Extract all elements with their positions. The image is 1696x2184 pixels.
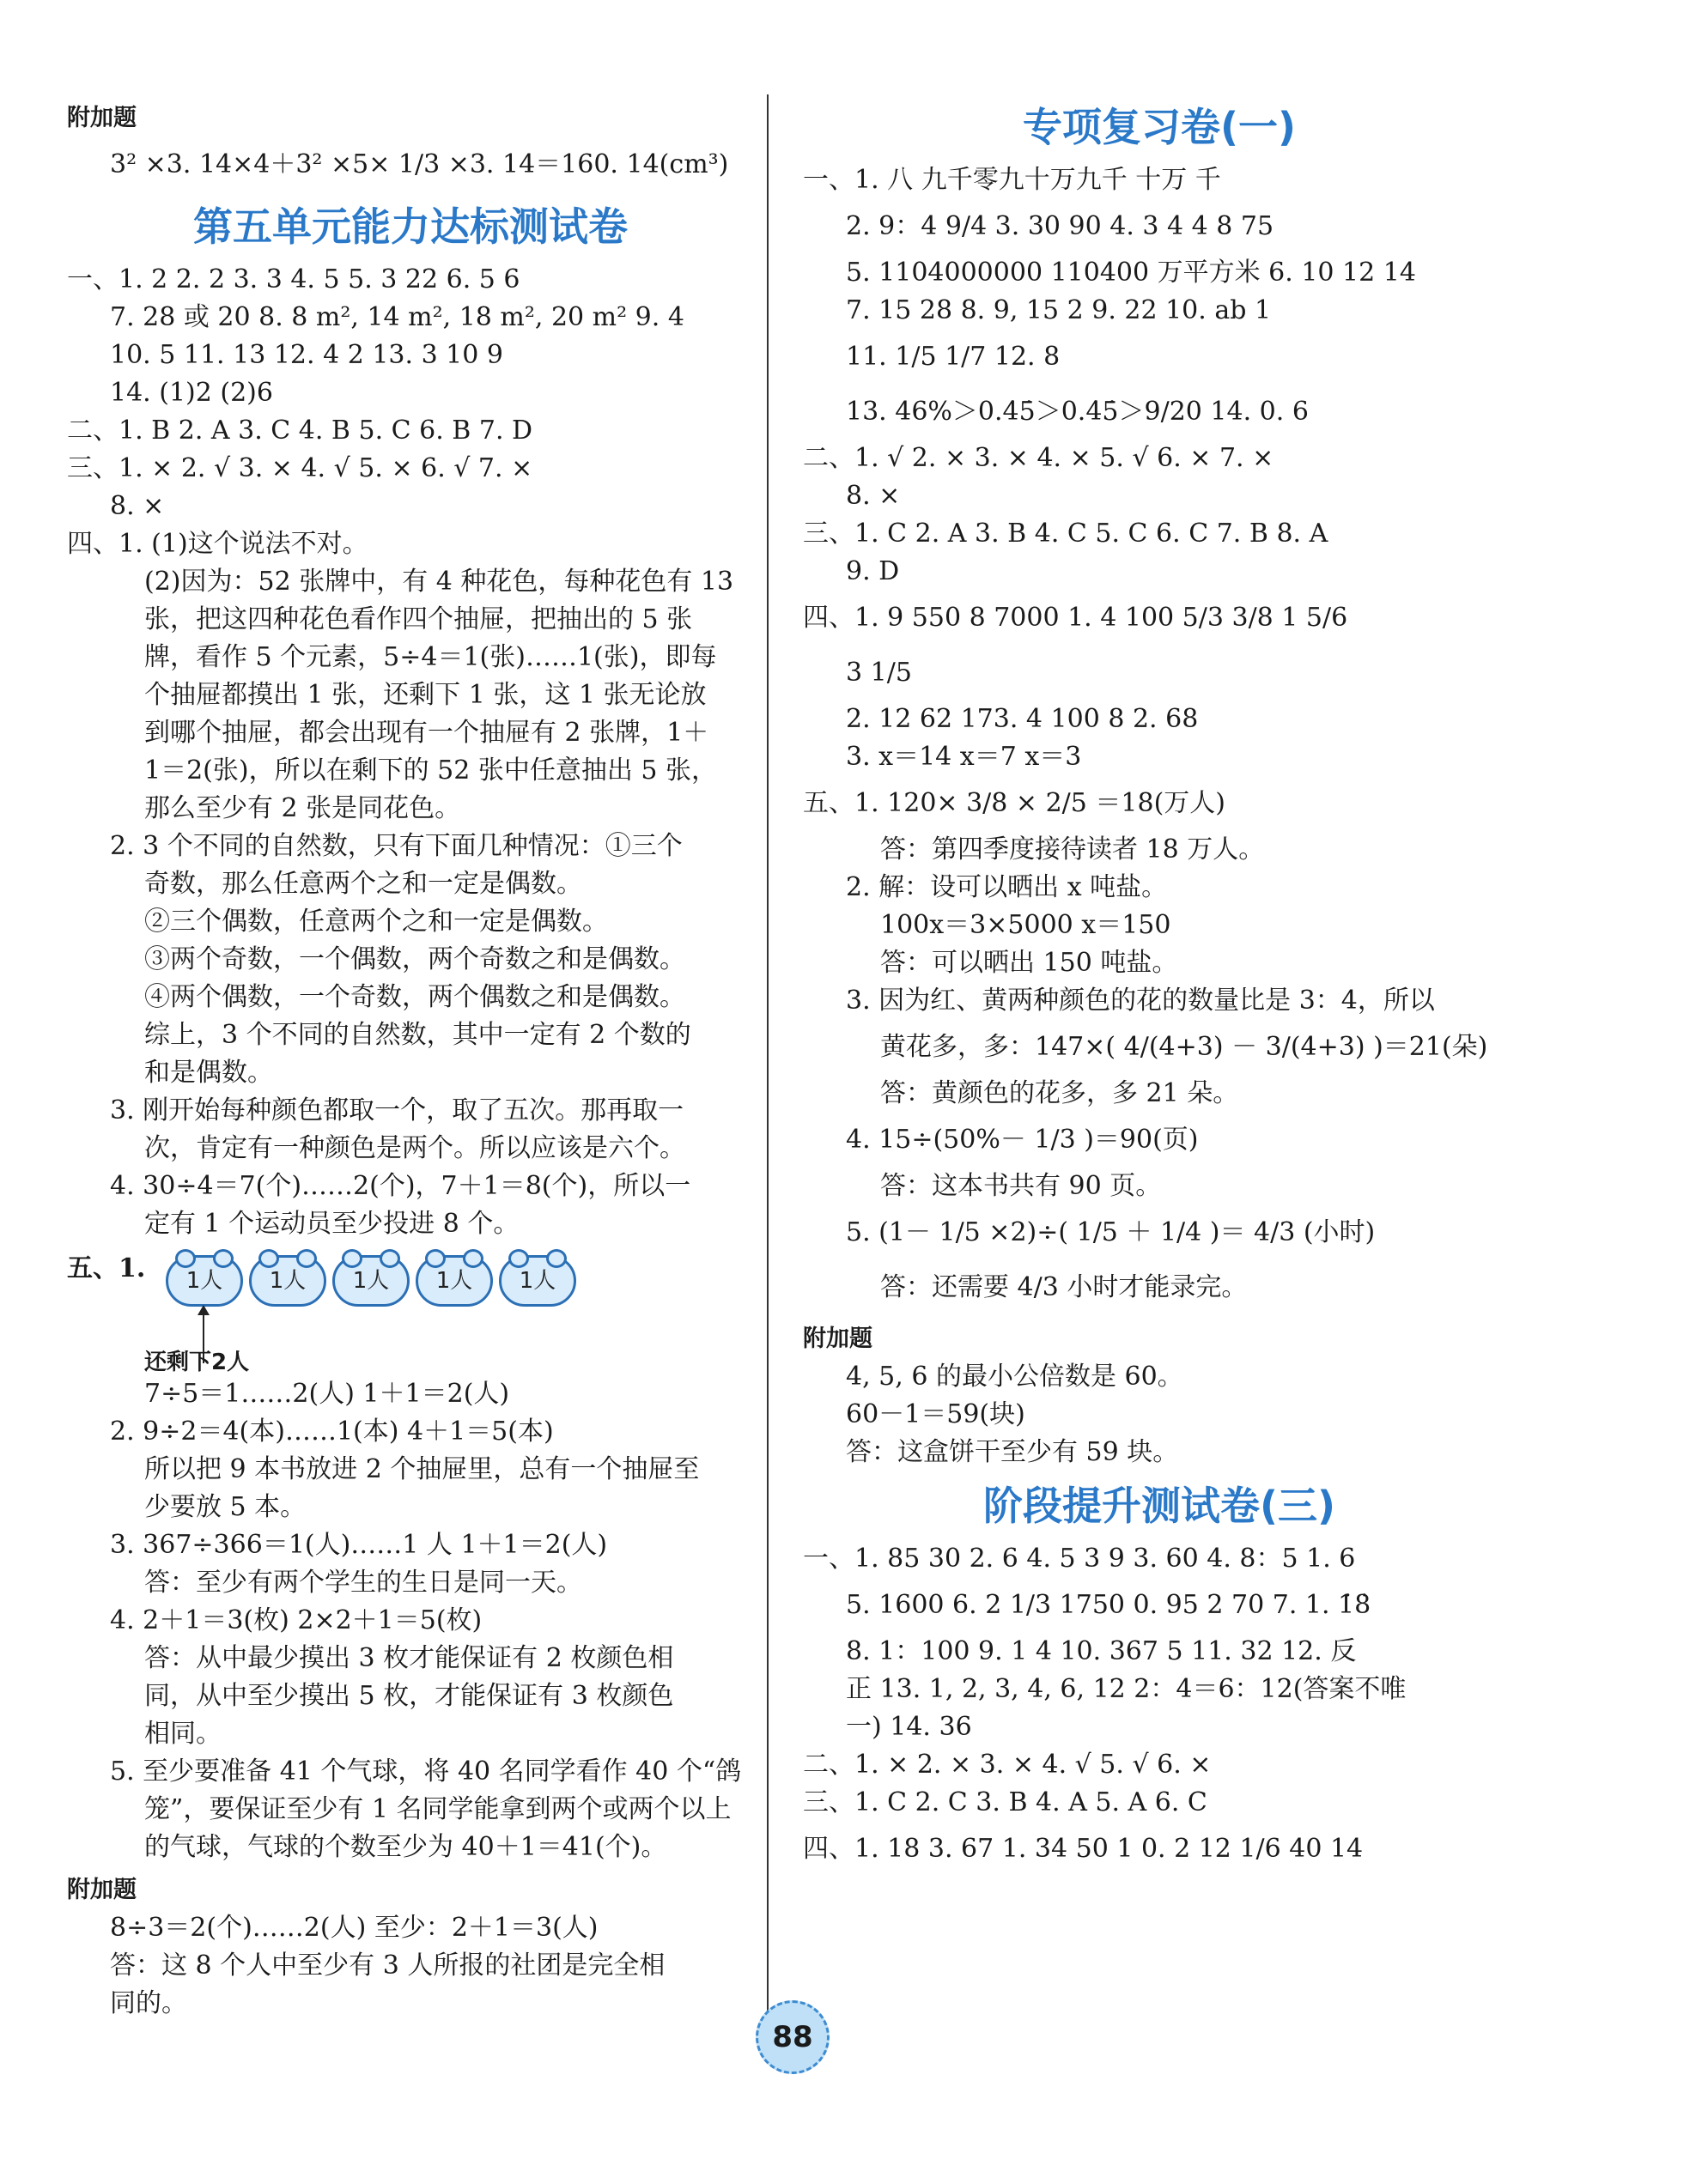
figure-label: 五、1. bbox=[67, 1253, 146, 1283]
answer-line: 答：至少有两个学生的生日是同一天。 bbox=[144, 1568, 582, 1598]
answer-line: 2. 12 62 173. 4 100 8 2. 68 bbox=[846, 704, 1199, 734]
answer-line: 4. 15÷(50%－ 1/3 )＝90(页) bbox=[846, 1125, 1199, 1155]
answer-line: 二、1. B 2. A 3. C 4. B 5. C 6. B 7. D bbox=[67, 416, 533, 446]
person-box: 1人 bbox=[332, 1255, 410, 1307]
answer-line: 四、1. (1)这个说法不对。 bbox=[67, 529, 368, 559]
answer-line: 笼”，要保证至少有 1 名同学能拿到两个或两个以上 bbox=[144, 1794, 732, 1824]
answer-line: 少要放 5 本。 bbox=[144, 1492, 307, 1522]
answer-line: 7. 28 或 20 8. 8 m², 14 m², 18 m², 20 m² 9. 4 bbox=[110, 302, 684, 332]
answer-line: 3 1/5 bbox=[846, 658, 912, 688]
answer-line: 二、1. √ 2. × 3. × 4. × 5. √ 6. × 7. × bbox=[803, 443, 1274, 473]
answer-line: 同，从中至少摸出 5 枚，才能保证有 3 枚颜色 bbox=[144, 1681, 674, 1711]
answer-line: 那么至少有 2 张是同花色。 bbox=[144, 793, 461, 823]
answer-line: 一、1. 八 九千零九十万九千 十万 千 bbox=[803, 165, 1221, 195]
answer-line: 五、1. 120× 3/8 × 2/5 ＝18(万人) bbox=[803, 788, 1225, 818]
person-box: 1人 bbox=[499, 1255, 576, 1307]
person-box: 1人 bbox=[416, 1255, 493, 1307]
answer-line: 5. 1600 6. 2 1/3 1750 0. 95 2 70 7. 1. 1̇8̇ bbox=[846, 1590, 1371, 1620]
answer-line: 答：第四季度接待读者 18 万人。 bbox=[880, 834, 1265, 864]
answer-line: 一、1. 2 2. 2 3. 3 4. 5 5. 3 22 6. 5 6 bbox=[67, 264, 520, 294]
answer-line: ③两个奇数，一个偶数，两个奇数之和是偶数。 bbox=[144, 944, 685, 974]
answer-line: 3. 367÷366＝1(人)……1 人 1＋1＝2(人) bbox=[110, 1530, 608, 1560]
answer-line: 100x＝3×5000 x＝150 bbox=[880, 910, 1171, 940]
answer-line: 四、1. 18 3. 67 1. 34 50 1 0. 2 12 1/6 40 14 bbox=[803, 1834, 1364, 1864]
answer-line: 三、1. × 2. √ 3. × 4. √ 5. × 6. √ 7. × bbox=[67, 453, 533, 483]
answer-line: 8. × bbox=[110, 491, 165, 521]
answer-line: 和是偶数。 bbox=[144, 1058, 273, 1088]
answer-line: 黄花多，多：147×( 4/(4+3) － 3/(4+3) )＝21(朵) bbox=[880, 1032, 1488, 1062]
answer-line: 4, 5, 6 的最小公倍数是 60。 bbox=[846, 1362, 1183, 1392]
answer-line: 奇数，那么任意两个之和一定是偶数。 bbox=[144, 869, 582, 899]
extra-question-heading: 附加题 bbox=[67, 105, 137, 131]
extra-question-heading: 附加题 bbox=[803, 1326, 872, 1352]
answer-line: 一) 14. 36 bbox=[846, 1712, 972, 1742]
answer-line: 5. (1－ 1/5 ×2)÷( 1/5 ＋ 1/4 )＝ 4/3 (小时) bbox=[846, 1217, 1376, 1247]
section-title: 阶段提升测试卷(三) bbox=[982, 1483, 1336, 1529]
left-column bbox=[67, 94, 754, 2023]
answer-line: 综上，3 个不同的自然数，其中一定有 2 个数的 bbox=[144, 1020, 691, 1050]
answer-line: 同的。 bbox=[110, 1988, 187, 2018]
answer-line: 二、1. × 2. × 3. × 4. √ 5. √ 6. × bbox=[803, 1750, 1212, 1780]
answer-line: 相同。 bbox=[144, 1719, 222, 1749]
answer-line: 答：这 8 个人中至少有 3 人所报的社团是完全相 bbox=[110, 1950, 666, 1981]
answer-line: 一、1. 85 30 2. 6 4. 5 3 9 3. 60 4. 8：5 1. 6 bbox=[803, 1544, 1356, 1574]
column-divider bbox=[767, 94, 769, 2026]
answer-line: 答：可以晒出 150 吨盐。 bbox=[880, 948, 1178, 978]
answer-line: 四、1. 9 550 8 7000 1. 4 100 5/3 3/8 1 5/6 bbox=[803, 603, 1348, 633]
answer-line: 2. 3 个不同的自然数，只有下面几种情况：①三个 bbox=[110, 831, 683, 861]
answer-line: 个抽屉都摸出 1 张，还剩下 1 张，这 1 张无论放 bbox=[144, 680, 707, 710]
answer-line: 8. 1：100 9. 1 4 10. 367 5 11. 32 12. 反 bbox=[846, 1636, 1357, 1666]
answer-line: 到哪个抽屉，都会出现有一个抽屉有 2 张牌，1＋ bbox=[144, 718, 709, 748]
answer-line: 8. × bbox=[846, 481, 901, 511]
answer-line: 60－1＝59(块) bbox=[846, 1399, 1025, 1429]
answer-line: 4. 2＋1＝3(枚) 2×2＋1＝5(枚) bbox=[110, 1605, 483, 1635]
answer-line: 9. D bbox=[846, 556, 900, 586]
answer-line: 答：还需要 4/3 小时才能录完。 bbox=[880, 1272, 1248, 1302]
answer-line: 5. 至少要准备 41 个气球，将 40 名同学看作 40 个“鸽 bbox=[110, 1756, 742, 1787]
answer-line: 定有 1 个运动员至少投进 8 个。 bbox=[144, 1209, 520, 1239]
answer-line: 所以把 9 本书放进 2 个抽屉里，总有一个抽屉至 bbox=[144, 1454, 700, 1484]
answer-line: 答：这盒饼干至少有 59 块。 bbox=[846, 1437, 1179, 1467]
answer-line: 5. 1104000000 110400 万平方米 6. 10 12 14 bbox=[846, 258, 1416, 288]
section-title: 第五单元能力达标测试卷 bbox=[193, 203, 628, 250]
answer-line: 正 13. 1, 2, 3, 4, 6, 12 2：4＝6：12(答案不唯 bbox=[846, 1674, 1407, 1704]
answer-line: ④两个偶数，一个奇数，两个偶数之和是偶数。 bbox=[144, 982, 685, 1012]
answer-line: 13. 46%＞0.4̇5̇＞0.4̇5̇＞9/20 14. 0. 6 bbox=[846, 397, 1309, 427]
person-box: 1人 bbox=[166, 1255, 243, 1307]
page-number: 88 bbox=[756, 2000, 830, 2074]
pigeonhole-figure bbox=[67, 1247, 754, 1375]
answer-line: 三、1. C 2. A 3. B 4. C 5. C 6. C 7. B 8. A bbox=[803, 519, 1328, 549]
answer-line: 8÷3＝2(个)……2(人) 至少：2＋1＝3(人) bbox=[110, 1913, 599, 1943]
answer-line: 答：这本书共有 90 页。 bbox=[880, 1171, 1162, 1201]
right-column bbox=[803, 93, 1516, 1877]
answer-line: 3. 因为红、黄两种颜色的花的数量比是 3：4，所以 bbox=[846, 986, 1435, 1016]
person-box: 1人 bbox=[249, 1255, 326, 1307]
answer-line: ②三个偶数，任意两个之和一定是偶数。 bbox=[144, 907, 608, 937]
answer-line: (2)因为：52 张牌中，有 4 种花色，每种花色有 13 bbox=[144, 567, 734, 597]
answer-line: 次，肯定有一种颜色是两个。所以应该是六个。 bbox=[144, 1133, 685, 1163]
answer-line: 3. x＝14 x＝7 x＝3 bbox=[846, 742, 1082, 772]
answer-line: 4. 30÷4＝7(个)……2(个)，7＋1＝8(个)，所以一 bbox=[110, 1171, 691, 1201]
figure-caption: 还剩下2人 bbox=[144, 1350, 250, 1375]
answer-line: 2. 9：4 9/4 3. 30 90 4. 3 4 4 8 75 bbox=[846, 211, 1274, 241]
answer-line: 7÷5＝1……2(人) 1＋1＝2(人) bbox=[144, 1379, 510, 1409]
answer-line: 张，把这四种花色看作四个抽屉，把抽出的 5 张 bbox=[144, 604, 693, 634]
answer-line: 3. 刚开始每种颜色都取一个，取了五次。那再取一 bbox=[110, 1095, 684, 1125]
extra-question-heading: 附加题 bbox=[67, 1877, 137, 1903]
answer-line: 10. 5 11. 13 12. 4 2 13. 3 10 9 bbox=[110, 340, 503, 370]
answer-line: 牌，看作 5 个元素，5÷4＝1(张)……1(张)，即每 bbox=[144, 642, 717, 672]
answer-line: 2. 9÷2＝4(本)……1(本) 4＋1＝5(本) bbox=[110, 1417, 554, 1447]
answer-line: 的气球，气球的个数至少为 40＋1＝41(个)。 bbox=[144, 1832, 667, 1862]
section-title: 专项复习卷(一) bbox=[1022, 104, 1297, 150]
answer-line: 答：从中最少摸出 3 枚才能保证有 2 枚颜色相 bbox=[144, 1643, 674, 1673]
answer-line: 1＝2(张)，所以在剩下的 52 张中任意抽出 5 张， bbox=[144, 755, 717, 786]
answer-line: 三、1. C 2. C 3. B 4. A 5. A 6. C bbox=[803, 1787, 1207, 1817]
answer-line: 答：黄颜色的花多，多 21 朵。 bbox=[880, 1078, 1239, 1108]
answer-line: 2. 解：设可以晒出 x 吨盐。 bbox=[846, 872, 1168, 902]
answer-line: 14. (1)2 (2)6 bbox=[110, 378, 273, 408]
answer-line: 3² ×3. 14×4＋3² ×5× 1/3 ×3. 14＝160. 14(cm³) bbox=[110, 149, 729, 179]
answer-line: 11. 1/5 1/7 12. 8 bbox=[846, 342, 1061, 372]
answer-line: 7. 15 28 8. 9, 15 2 9. 22 10. ab 1 bbox=[846, 295, 1272, 325]
